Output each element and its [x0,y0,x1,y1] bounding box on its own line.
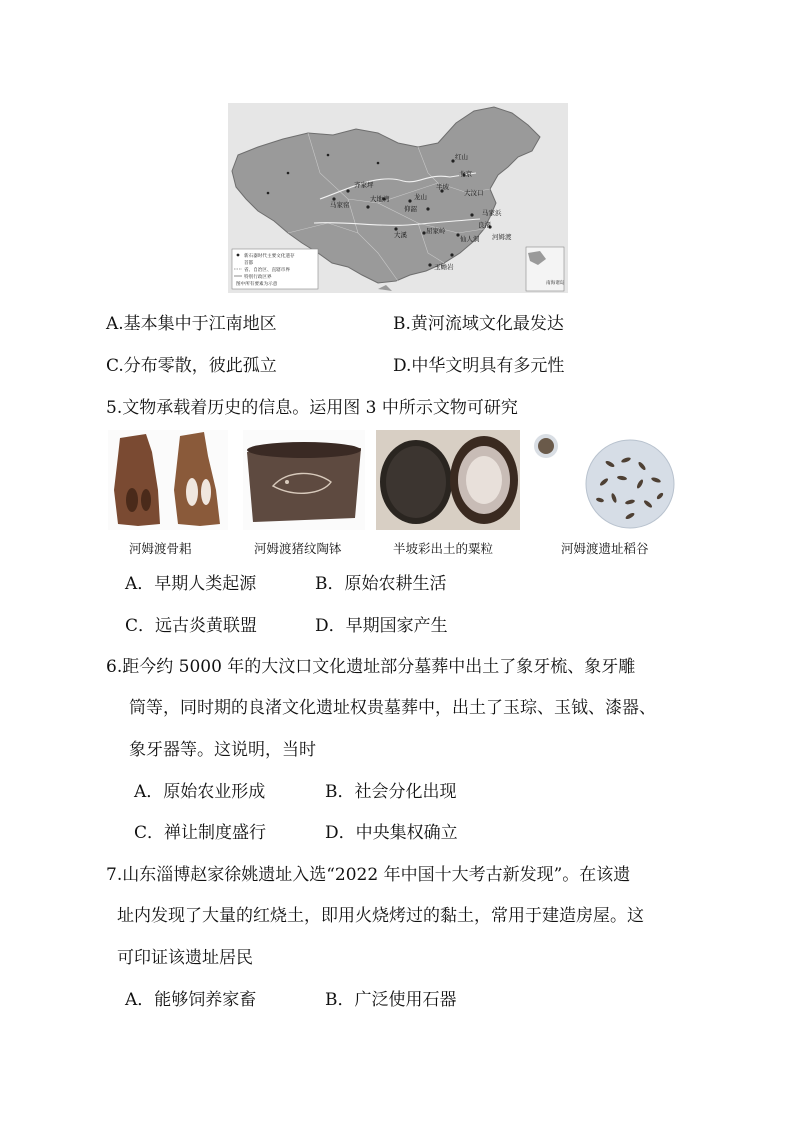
map-label: 北京 [459,170,472,178]
millet-grains-photo [376,430,520,530]
map-label: 红山 [455,153,468,161]
bone-plow-photo [108,430,228,530]
legend-text: 图中所有要素为示意 [236,282,278,287]
map-label: 大汶口 [464,189,484,197]
map-label: 河姆渡 [492,233,512,241]
caption-millet: 半坡彩出土的粟粒 [393,541,494,556]
q4-option-a: A.基本集中于江南地区 [106,314,277,334]
q7-stem-line3: 可印证该遗址居民 [117,948,253,968]
neolithic-sites-map [228,103,568,293]
q6-option-a: A．原始农业形成 [134,782,266,802]
map-label: 大溪 [394,231,407,239]
map-label: 玉蟾岩 [434,263,454,271]
q5-option-c: C．远古炎黄联盟 [125,616,258,636]
q6-stem-line3: 象牙器等。这说明，当时 [129,740,316,760]
caption-rice: 河姆渡遗址稻谷 [561,541,649,556]
q4-option-d: D.中华文明具有多元性 [393,356,565,376]
q6-option-c: C．禅让制度盛行 [134,823,267,843]
q7-stem-line2: 址内发现了大量的红烧土，即用火烧烤过的黏土，常用于建造房屋。这 [117,906,644,926]
q6-option-b: B．社会分化出现 [325,782,457,802]
q5-option-a: A．早期人类起源 [125,574,257,594]
legend-text: 省、自治区、直辖市界 [244,268,290,273]
legend-text: 首都 [244,261,254,266]
map-label: 仰韶 [404,205,417,213]
map-label: 齐家坪 [354,181,374,189]
rice-grains-photo [530,430,680,530]
q6-stem-line2: 筒等，同时期的良渚文化遗址权贵墓葬中，出土了玉琮、玉钺、漆器、 [129,698,656,718]
map-label: 大地湾 [370,195,390,203]
inset-label: 南海诸岛 [546,281,565,286]
map-label: 马家窑 [330,201,350,209]
pig-bowl-photo [243,430,365,530]
q5-stem: 5.文物承载着历史的信息。运用图 3 中所示文物可研究 [106,398,518,418]
q6-stem-line1: 6.距今约 5000 年的大汶口文化遗址部分墓葬中出土了象牙梳、象牙雕 [106,657,636,677]
q7-option-b: B．广泛使用石器 [325,990,457,1010]
map-legend [232,249,318,289]
map-label: 良渚 [478,221,491,229]
q4-option-c: C.分布零散，彼此孤立 [106,356,277,376]
map-label: 马家浜 [482,209,502,217]
legend-text: 新石器时代主要文化遗存 [244,254,295,259]
map-label: 半坡 [436,183,449,191]
q7-option-a: A．能够饲养家畜 [125,990,257,1010]
q5-option-b: B．原始农耕生活 [315,574,447,594]
china-map-graphic [228,103,568,293]
map-label: 屈家岭 [426,227,446,235]
caption-bone-plow: 河姆渡骨耜 [129,541,192,556]
q7-stem-line1: 7.山东淄博赵家徐姚遗址入选“2022 年中国十大考古新发现”。在该遗 [106,865,631,885]
legend-text: 特别行政区界 [244,275,272,280]
map-label: 龙山 [414,193,427,201]
map-label: 仙人洞 [460,235,480,243]
caption-pig-bowl: 河姆渡猪纹陶钵 [254,541,342,556]
q4-option-b: B.黄河流域文化最发达 [393,314,564,334]
south-sea-inset [526,247,565,291]
q6-option-d: D．中央集权确立 [325,823,458,843]
q5-option-d: D．早期国家产生 [315,616,448,636]
